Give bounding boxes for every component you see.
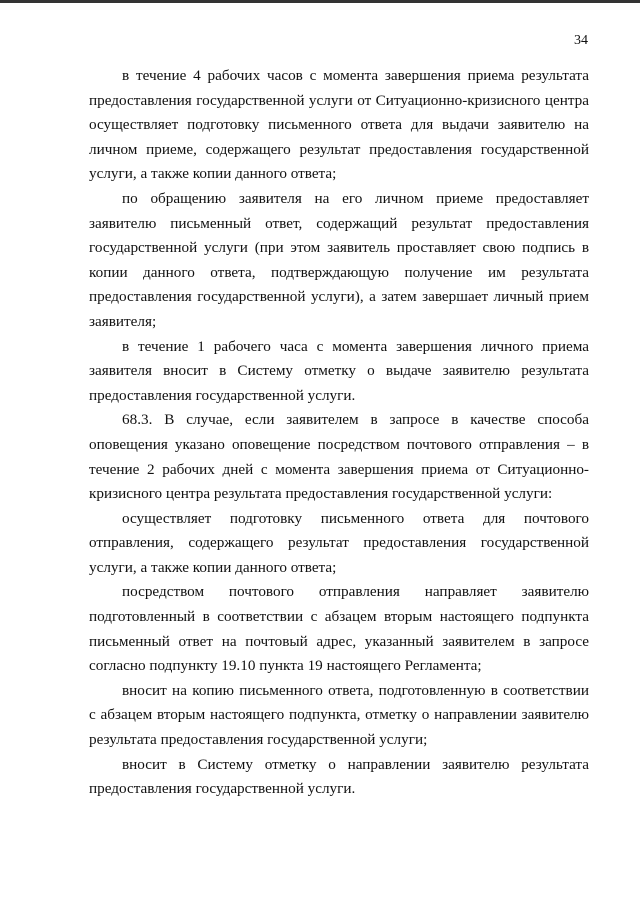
paragraph-5: осуществляет подготовку письменного ответа для почтового отправления, содержащего результат предоставления государственной услуги, а также копии данного ответа; (89, 509, 589, 576)
paragraph-8: вносит в Систему отметку о направлении заявителю результата предоставления государственной услуги. (89, 755, 589, 798)
scan-top-border (0, 0, 640, 3)
paragraph-7: вносит на копию письменного ответа, подготовленную в соответствии с абзацем вторым настоящего подпункта, отметку о направлении заявителю результата предоставления государственной услуги; (89, 681, 589, 749)
paragraph-2: по обращению заявителя на его личном приеме предоставляет заявителю письменный ответ, содержащий результат предоставления государственной услуги (при этом заявитель проставляет свою подпись в копии данного ответа, подтверждающую получение им результата предоставления государственной услуги), а затем завершает личный прием заявителя; (89, 189, 589, 330)
document-body (89, 64, 589, 802)
paragraph-3: в течение 1 рабочего часа с момента завершения личного приема заявителя вносит в Систему отметку о выдаче заявителю результата предоставления государственной услуги. (89, 337, 589, 404)
paragraph-1: в течение 4 рабочих часов с момента завершения приема результата предоставления государственной услуги от Ситуационно-кризисного центра осуществляет подготовку письменного ответа для выдачи заявителю на личном приеме, содержащего результат предоставления государственной услуги, а также копии данного ответа; (89, 67, 589, 183)
paragraph-6: посредством почтового отправления направляет заявителю подготовленный в соответствии с абзацем вторым настоящего подпункта письменный ответ на почтовый адрес, указанный заявителем в запросе согласно подпункту 19.10 пункта 19 настоящего Регламента; (89, 583, 589, 675)
page-number: 34 (574, 33, 588, 48)
paragraph-4: 68.3. В случае, если заявителем в запросе в качестве способа оповещения указано оповещение посредством почтового отправления – в течение 2 рабочих дней с момента завершения приема от Ситуационно-кризисного центра результата предоставления государственной услуги: (89, 411, 589, 503)
